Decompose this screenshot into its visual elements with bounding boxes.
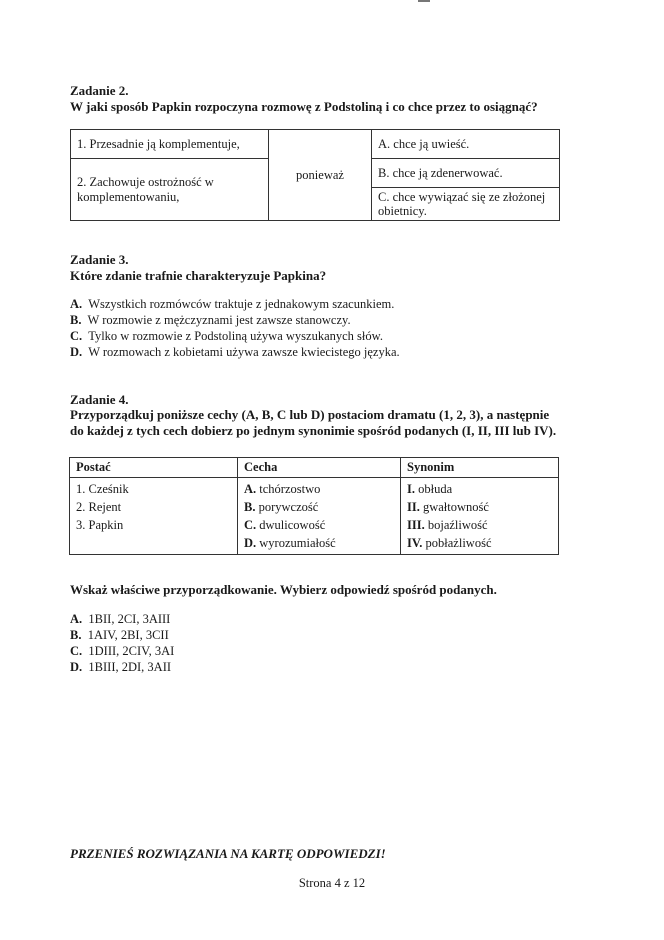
synonym-text: obłuda: [418, 482, 453, 496]
task2-right-a: A. chce ją uwieść.: [372, 130, 560, 159]
trait-text: porywczość: [258, 500, 319, 514]
option-text: W rozmowie z mężczyznami jest zawsze stanowczy.: [87, 313, 351, 327]
answer-text: 1AIV, 2BI, 3CII: [87, 628, 169, 642]
trait-b: [244, 498, 394, 516]
answer-text: 1DIII, 2CIV, 3AI: [88, 644, 175, 658]
answer-letter: C.: [70, 644, 83, 658]
option-letter: A.: [70, 297, 83, 311]
synonym-text: gwałtowność: [422, 500, 489, 514]
task2-left-2: 2. Zachowuje ostrożność w komplementowaniu,: [71, 159, 269, 221]
synonym-num: IV.: [407, 536, 423, 550]
option-text: Wszystkich rozmówców traktuje z jednakowym szacunkiem.: [88, 297, 395, 311]
task2-middle: ponieważ: [269, 130, 372, 221]
task2-title: Zadanie 2.: [70, 83, 129, 98]
task4-title: Zadanie 4.: [70, 392, 129, 407]
task2-left-1: 1. Przesadnie ją komplementuje,: [71, 130, 269, 159]
task2-right-c: C. chce wywiązać się ze złożonej obietnicy.: [372, 188, 560, 221]
synonym-num: I.: [407, 482, 415, 496]
character-1: 1. Cześnik: [76, 482, 129, 496]
trait-text: tchórzostwo: [259, 482, 321, 496]
task4-answer-d: [70, 660, 171, 675]
option-letter: D.: [70, 345, 83, 359]
trait-letter: D.: [244, 536, 257, 550]
option-letter: B.: [70, 313, 82, 327]
answer-letter: B.: [70, 628, 82, 642]
task3-question: Które zdanie trafnie charakteryzuje Papkina?: [70, 268, 327, 283]
answer-text: 1BII, 2CI, 3AIII: [88, 612, 171, 626]
synonym-4: [407, 534, 552, 552]
synonym-3: [407, 516, 552, 534]
task2-table: [70, 129, 560, 221]
trait-letter: A.: [244, 482, 257, 496]
transfer-note: PRZENIEŚ ROZWIĄZANIA NA KARTĘ ODPOWIEDZI!: [70, 846, 386, 861]
task2-question: W jaki sposób Papkin rozpoczyna rozmowę z Podstoliną i co chce przez to osiągnąć?: [70, 99, 538, 114]
scan-mark: [418, 0, 430, 2]
synonym-1: [407, 480, 552, 498]
synonym-text: bojaźliwość: [427, 518, 488, 532]
trait-c: [244, 516, 394, 534]
option-text: W rozmowach z kobietami używa zawsze kwiecistego języka.: [88, 345, 400, 359]
task3-option-b: [70, 313, 351, 328]
trait-a: [244, 480, 394, 498]
page-number: Strona 4 z 12: [298, 876, 366, 890]
answer-text: 1BIII, 2DI, 3AII: [88, 660, 172, 674]
header-synonim: Synonim: [401, 458, 559, 478]
trait-letter: C.: [244, 518, 257, 532]
synonyms-cell: [401, 478, 559, 555]
traits-cell: [238, 478, 401, 555]
task4-instruction: Wskaż właściwe przyporządkowanie. Wybierz odpowiedź spośród podanych.: [70, 582, 497, 597]
trait-text: wyrozumiałość: [259, 536, 336, 550]
synonym-text: pobłażliwość: [425, 536, 492, 550]
synonym-num: III.: [407, 518, 425, 532]
task4-answer-b: [70, 628, 169, 643]
characters-cell: [70, 478, 238, 555]
answer-letter: A.: [70, 612, 83, 626]
task3-option-c: [70, 329, 383, 344]
task3-title: Zadanie 3.: [70, 252, 129, 267]
character-2: 2. Rejent: [76, 500, 122, 514]
header-cecha: Cecha: [238, 458, 401, 478]
trait-d: [244, 534, 394, 552]
task4-question-line1: Przyporządkuj poniższe cechy (A, B, C lub D) postaciom dramatu (1, 2, 3), a następnie: [70, 407, 550, 422]
task4-question-line2: do każdej z tych cech dobierz po jednym synonimie spośród podanych (I, II, III lub IV).: [70, 423, 557, 438]
task4-table: [69, 457, 559, 555]
character-3: 3. Papkin: [76, 518, 124, 532]
synonym-2: [407, 498, 552, 516]
answer-letter: D.: [70, 660, 83, 674]
synonym-num: II.: [407, 500, 420, 514]
task3-option-d: [70, 345, 400, 360]
task2-right-b: B. chce ją zdenerwować.: [372, 159, 560, 188]
trait-letter: B.: [244, 500, 256, 514]
option-letter: C.: [70, 329, 83, 343]
trait-text: dwulicowość: [259, 518, 326, 532]
task4-answer-a: [70, 612, 170, 627]
option-text: Tylko w rozmowie z Podstoliną używa wyszukanych słów.: [88, 329, 383, 343]
task4-answer-c: [70, 644, 174, 659]
header-postac: Postać: [70, 458, 238, 478]
task3-option-a: [70, 297, 394, 312]
